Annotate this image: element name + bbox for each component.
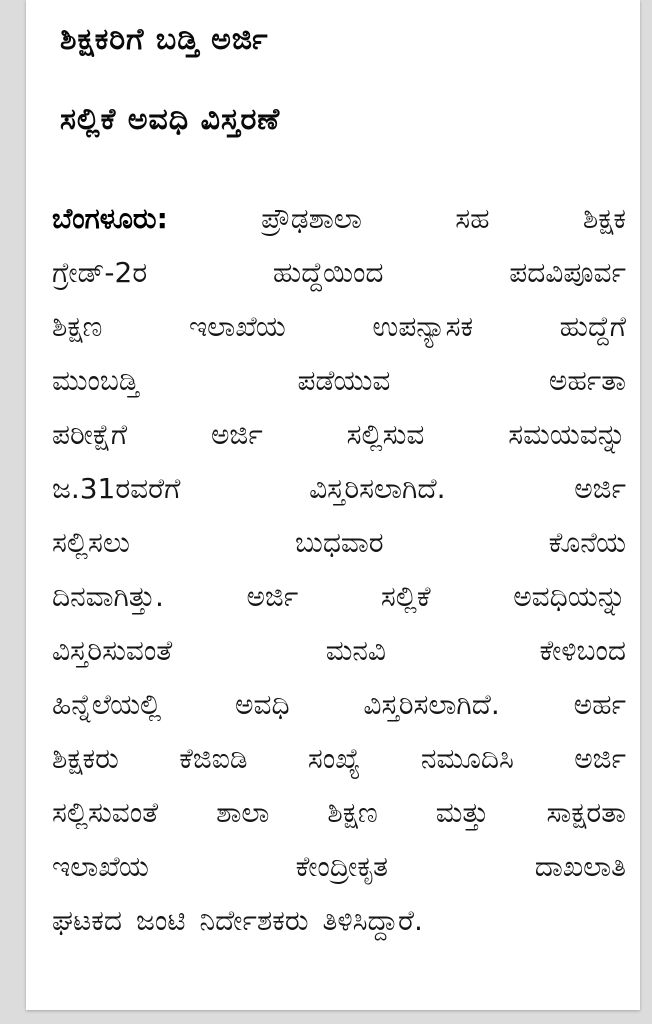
article-word: ಮನವಿ [325, 634, 386, 667]
headline [60, 0, 650, 160]
article-word: ಮತ್ತು [435, 796, 489, 829]
article-word: ಸಹ [455, 202, 490, 235]
article-word: ಸಲ್ಲಿಸಲು [52, 526, 130, 559]
article-line [52, 300, 626, 354]
article-word: ಶಿಕ್ಷಣ [52, 310, 103, 343]
article-line [52, 786, 626, 840]
article-word: ಸಮಯವನ್ನು [508, 418, 626, 451]
article-line [52, 840, 626, 894]
headline-line-1: ಶಿಕ್ಷಕರಿಗೆ ಬಡ್ತಿ ಅರ್ಜಿ [60, 22, 269, 57]
article-line [52, 408, 626, 462]
article-word: ಶಿಕ್ಷಣ [327, 796, 378, 829]
article-word: ನಿರ್ದೇಶಕರು [199, 904, 309, 937]
headline-line-2: ಸಲ್ಲಿಕೆ ಅವಧಿ ವಿಸ್ತರಣೆ [60, 102, 281, 137]
article-word: ಇಲಾಖೆಯ [52, 850, 149, 883]
article-word: ಪದವಿಪೂರ್ವ [509, 256, 626, 289]
article-line [52, 462, 626, 516]
article-line [52, 570, 626, 624]
article-word: ಅರ್ಜಿ [574, 742, 626, 775]
article-word: ಸಾಕ್ಷರತಾ [546, 796, 626, 829]
article-word: ಘಟಕದ [52, 904, 123, 937]
article-line [52, 192, 626, 246]
article-word: ಸಲ್ಲಿಸುವ [346, 418, 425, 451]
article-word: ಜ.31ರವರೆಗೆ [52, 472, 181, 505]
article-body [52, 192, 626, 948]
article-word: ಉಪನ್ಯಾಸಕ [372, 310, 474, 343]
article-word: ಕೇಳಿಬಂದ [539, 634, 626, 667]
article-word: ಕೇಂದ್ರೀಕೃತ [295, 850, 388, 883]
article-word: ಅರ್ಹತಾ [548, 364, 626, 397]
article-word: ಕೊನೆಯ [548, 526, 626, 559]
article-word: ವಿಸ್ತರಿಸಲಾಗಿದೆ. [363, 688, 500, 721]
article-word: ಹಿನ್ನೆಲೆಯಲ್ಲಿ [52, 688, 162, 721]
article-word: ಅರ್ಜಿ [574, 472, 626, 505]
dateline: ಬೆಂಗಳೂರು: [52, 202, 168, 235]
article-word: ಸಲ್ಲಿಸುವಂತೆ [52, 796, 159, 829]
article-word: ಪರೀಕ್ಷೆಗೆ [52, 418, 128, 451]
article-word: ನಮೂದಿಸಿ [420, 742, 514, 775]
article-word: ದಿನವಾಗಿತ್ತು. [52, 580, 164, 613]
article-word: ಗ್ರೇಡ್-2ರ [52, 256, 148, 289]
article-word: ವಿಸ್ತರಿಸಲಾಗಿದೆ. [309, 472, 446, 505]
article-word: ಬುಧವಾರ [294, 526, 384, 559]
article-word: ಸಲ್ಲಿಕೆ [380, 580, 431, 613]
article-word: ಶಿಕ್ಷಕರು [52, 742, 119, 775]
article-word: ಜಂಟಿ [136, 904, 186, 937]
article-line [52, 732, 626, 786]
article-word: ಹುದ್ದೆಯಿಂದ [272, 256, 384, 289]
article-line [52, 894, 626, 948]
article-line [52, 354, 626, 408]
article-line [52, 246, 626, 300]
article-line [52, 624, 626, 678]
article-word: ಹುದ್ದೆಗೆ [559, 310, 626, 343]
article-word: ಅರ್ಹ [573, 688, 626, 721]
article-word: ಅವಧಿಯನ್ನು [513, 580, 626, 613]
article-word: ಶಿಕ್ಷಕ [582, 202, 626, 235]
article-word: ಅವಧಿ [235, 688, 290, 721]
article-word: ವಿಸ್ತರಿಸುವಂತೆ [52, 634, 173, 667]
article-word: ಮುಂಬಡ್ತಿ [52, 364, 139, 397]
article-line [52, 678, 626, 732]
article-word: ಸಂಖ್ಯೆ [307, 742, 361, 775]
article-word: ದಾಖಲಾತಿ [534, 850, 626, 883]
article-line [52, 516, 626, 570]
article-word: ತಿಳಿಸಿದ್ದಾರೆ. [322, 904, 423, 937]
article-word: ಪ್ರೌಢಶಾಲಾ [261, 202, 362, 235]
article-word: ಶಾಲಾ [216, 796, 270, 829]
article-word: ಇಲಾಖೆಯ [188, 310, 286, 343]
article-word: ಅರ್ಜಿ [210, 418, 263, 451]
article-word: ಕೆಜಿಐಡಿ [179, 742, 248, 775]
article-word: ಅರ್ಜಿ [246, 580, 299, 613]
article-word: ಪಡೆಯುವ [297, 364, 391, 397]
